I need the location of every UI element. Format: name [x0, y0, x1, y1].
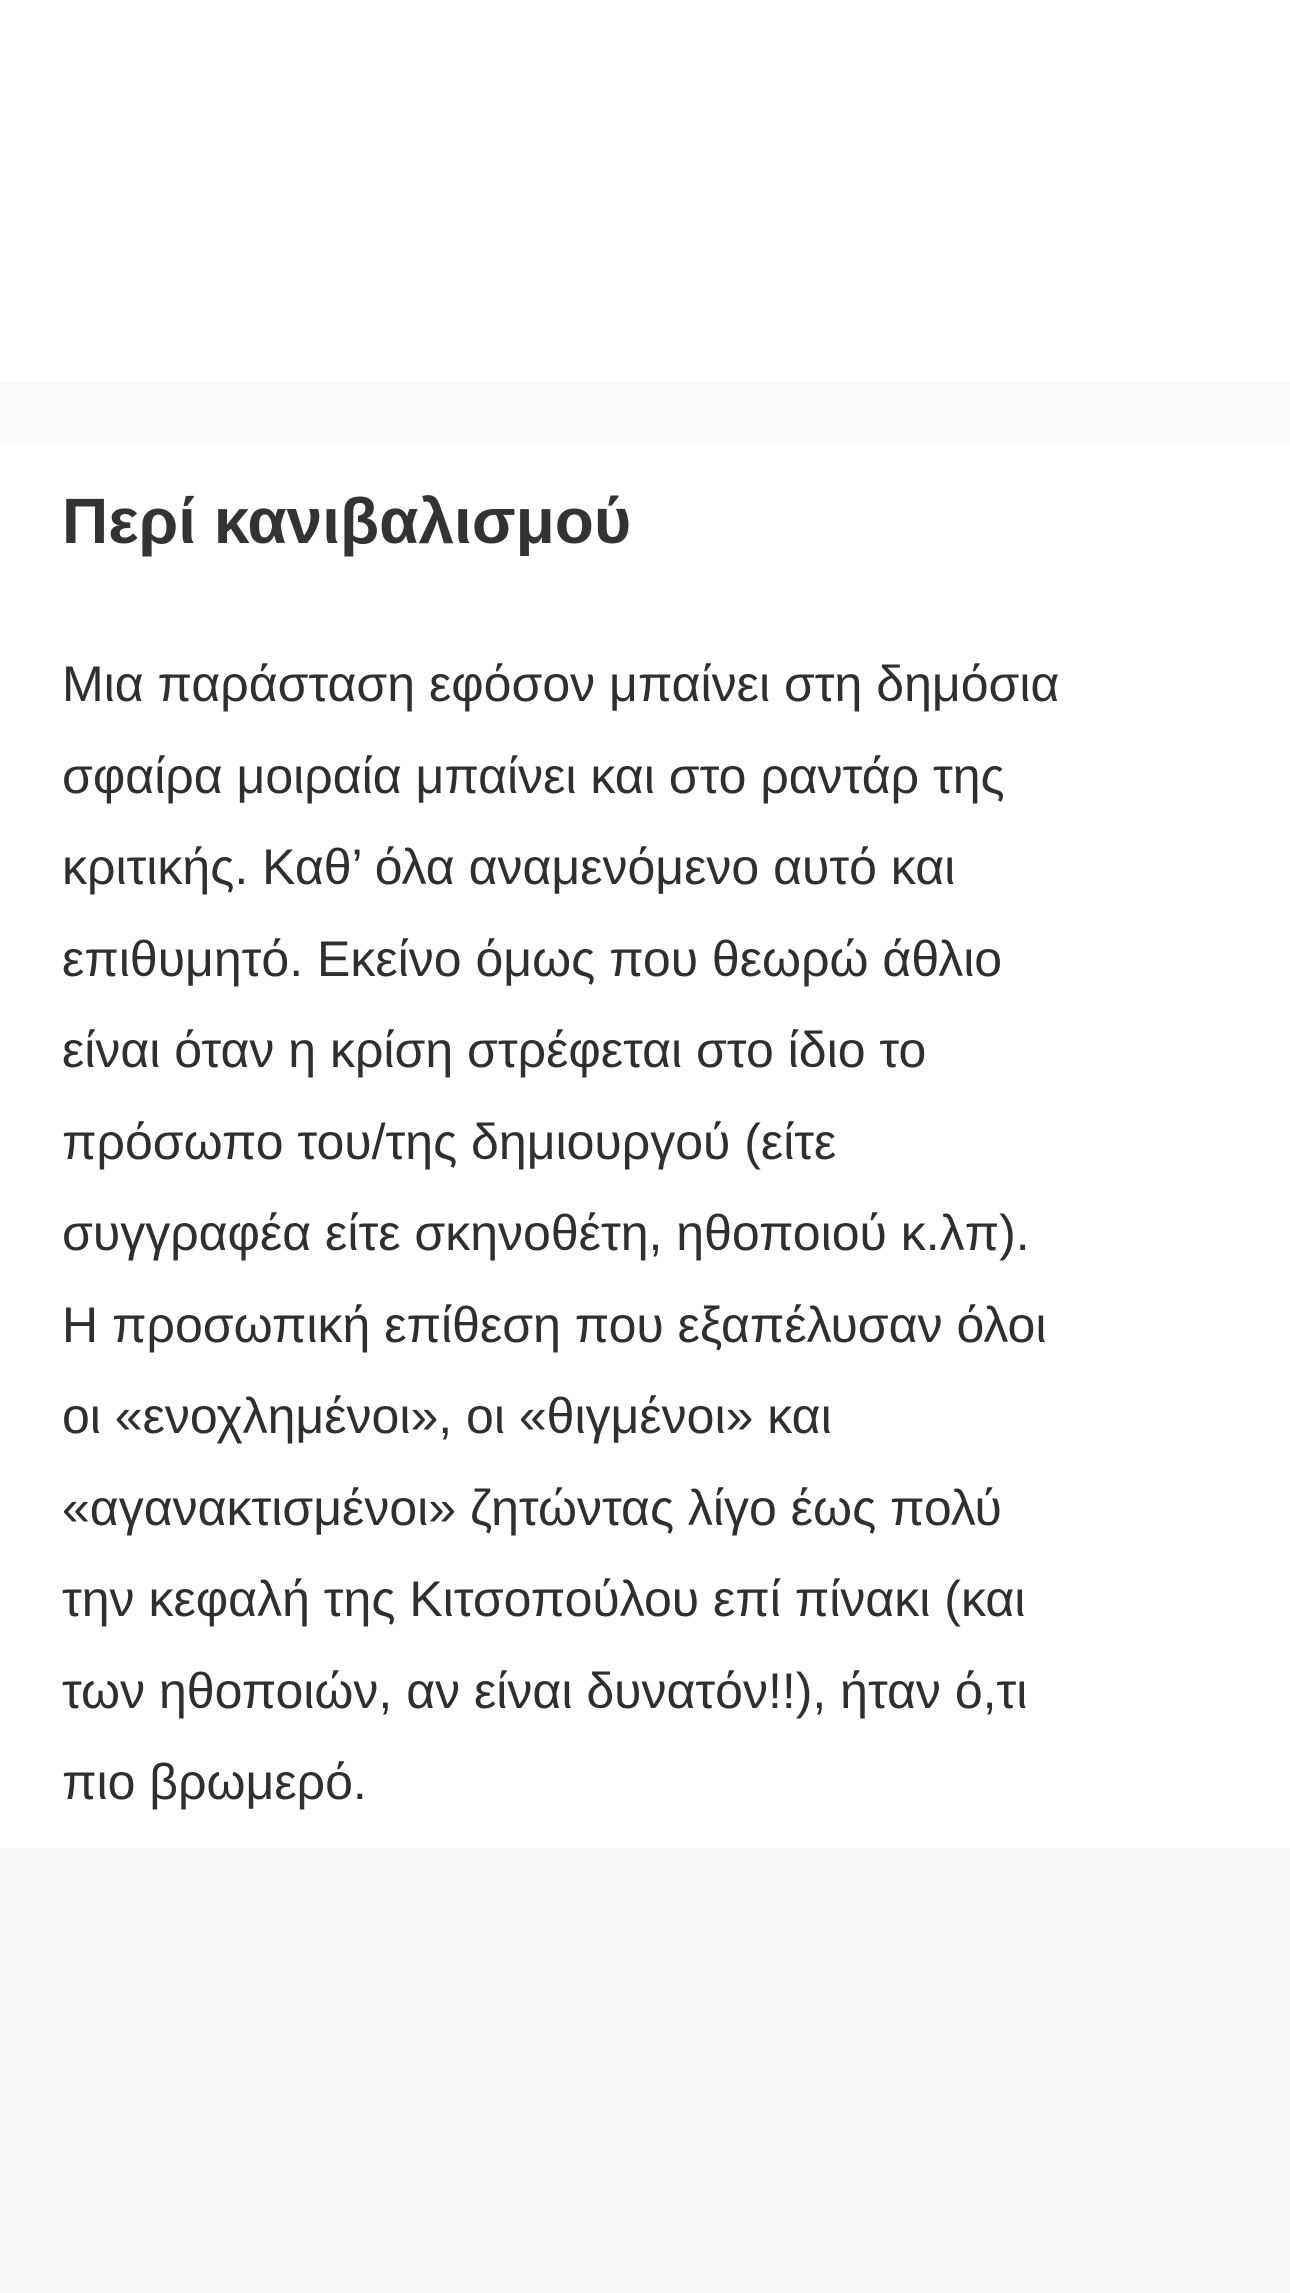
article-line: «αγανακτισμένοι» ζητώντας λίγο έως πολύ: [62, 1479, 1002, 1536]
article-line: είναι όταν η κρίση στρέφεται στο ίδιο το: [62, 1022, 927, 1078]
article-line: Η προσωπική επίθεση που εξαπέλυσαν όλοι: [62, 1296, 1047, 1353]
article-title: Περί κανιβαλισμού: [62, 485, 632, 557]
article-body: [62, 639, 1242, 1829]
article-line: την κεφαλή της Κιτσοπούλου επί πίνακι (και: [62, 1571, 1026, 1627]
article-line: κριτικής. Καθ’ όλα αναμενόμενο αυτό και: [62, 839, 956, 895]
top-divider-band: [0, 382, 1290, 444]
article-line: Μια παράσταση εφόσον μπαίνει στη δημόσια: [62, 656, 1060, 712]
article-line: επιθυμητό. Εκείνο όμως που θεωρώ άθλιο: [62, 930, 1003, 987]
article-line: σφαίρα μοιραία μπαίνει και στο ραντάρ της: [62, 747, 1005, 804]
bottom-blank-area: [0, 1848, 1290, 2293]
article-line: οι «ενοχλημένοι», οι «θιγμένοι» και: [62, 1388, 832, 1444]
article-line: των ηθοποιών, αν είναι δυνατόν!!), ήταν ό,τι: [62, 1662, 1028, 1719]
article-line: πιο βρωμερό.: [62, 1754, 367, 1810]
article-line: πρόσωπο του/της δημιουργού (είτε: [62, 1113, 837, 1170]
top-blank-area: [0, 0, 1290, 382]
article-line: συγγραφέα είτε σκηνοθέτη, ηθοποιού κ.λπ).: [62, 1205, 1030, 1261]
article-card: [0, 444, 1290, 1848]
